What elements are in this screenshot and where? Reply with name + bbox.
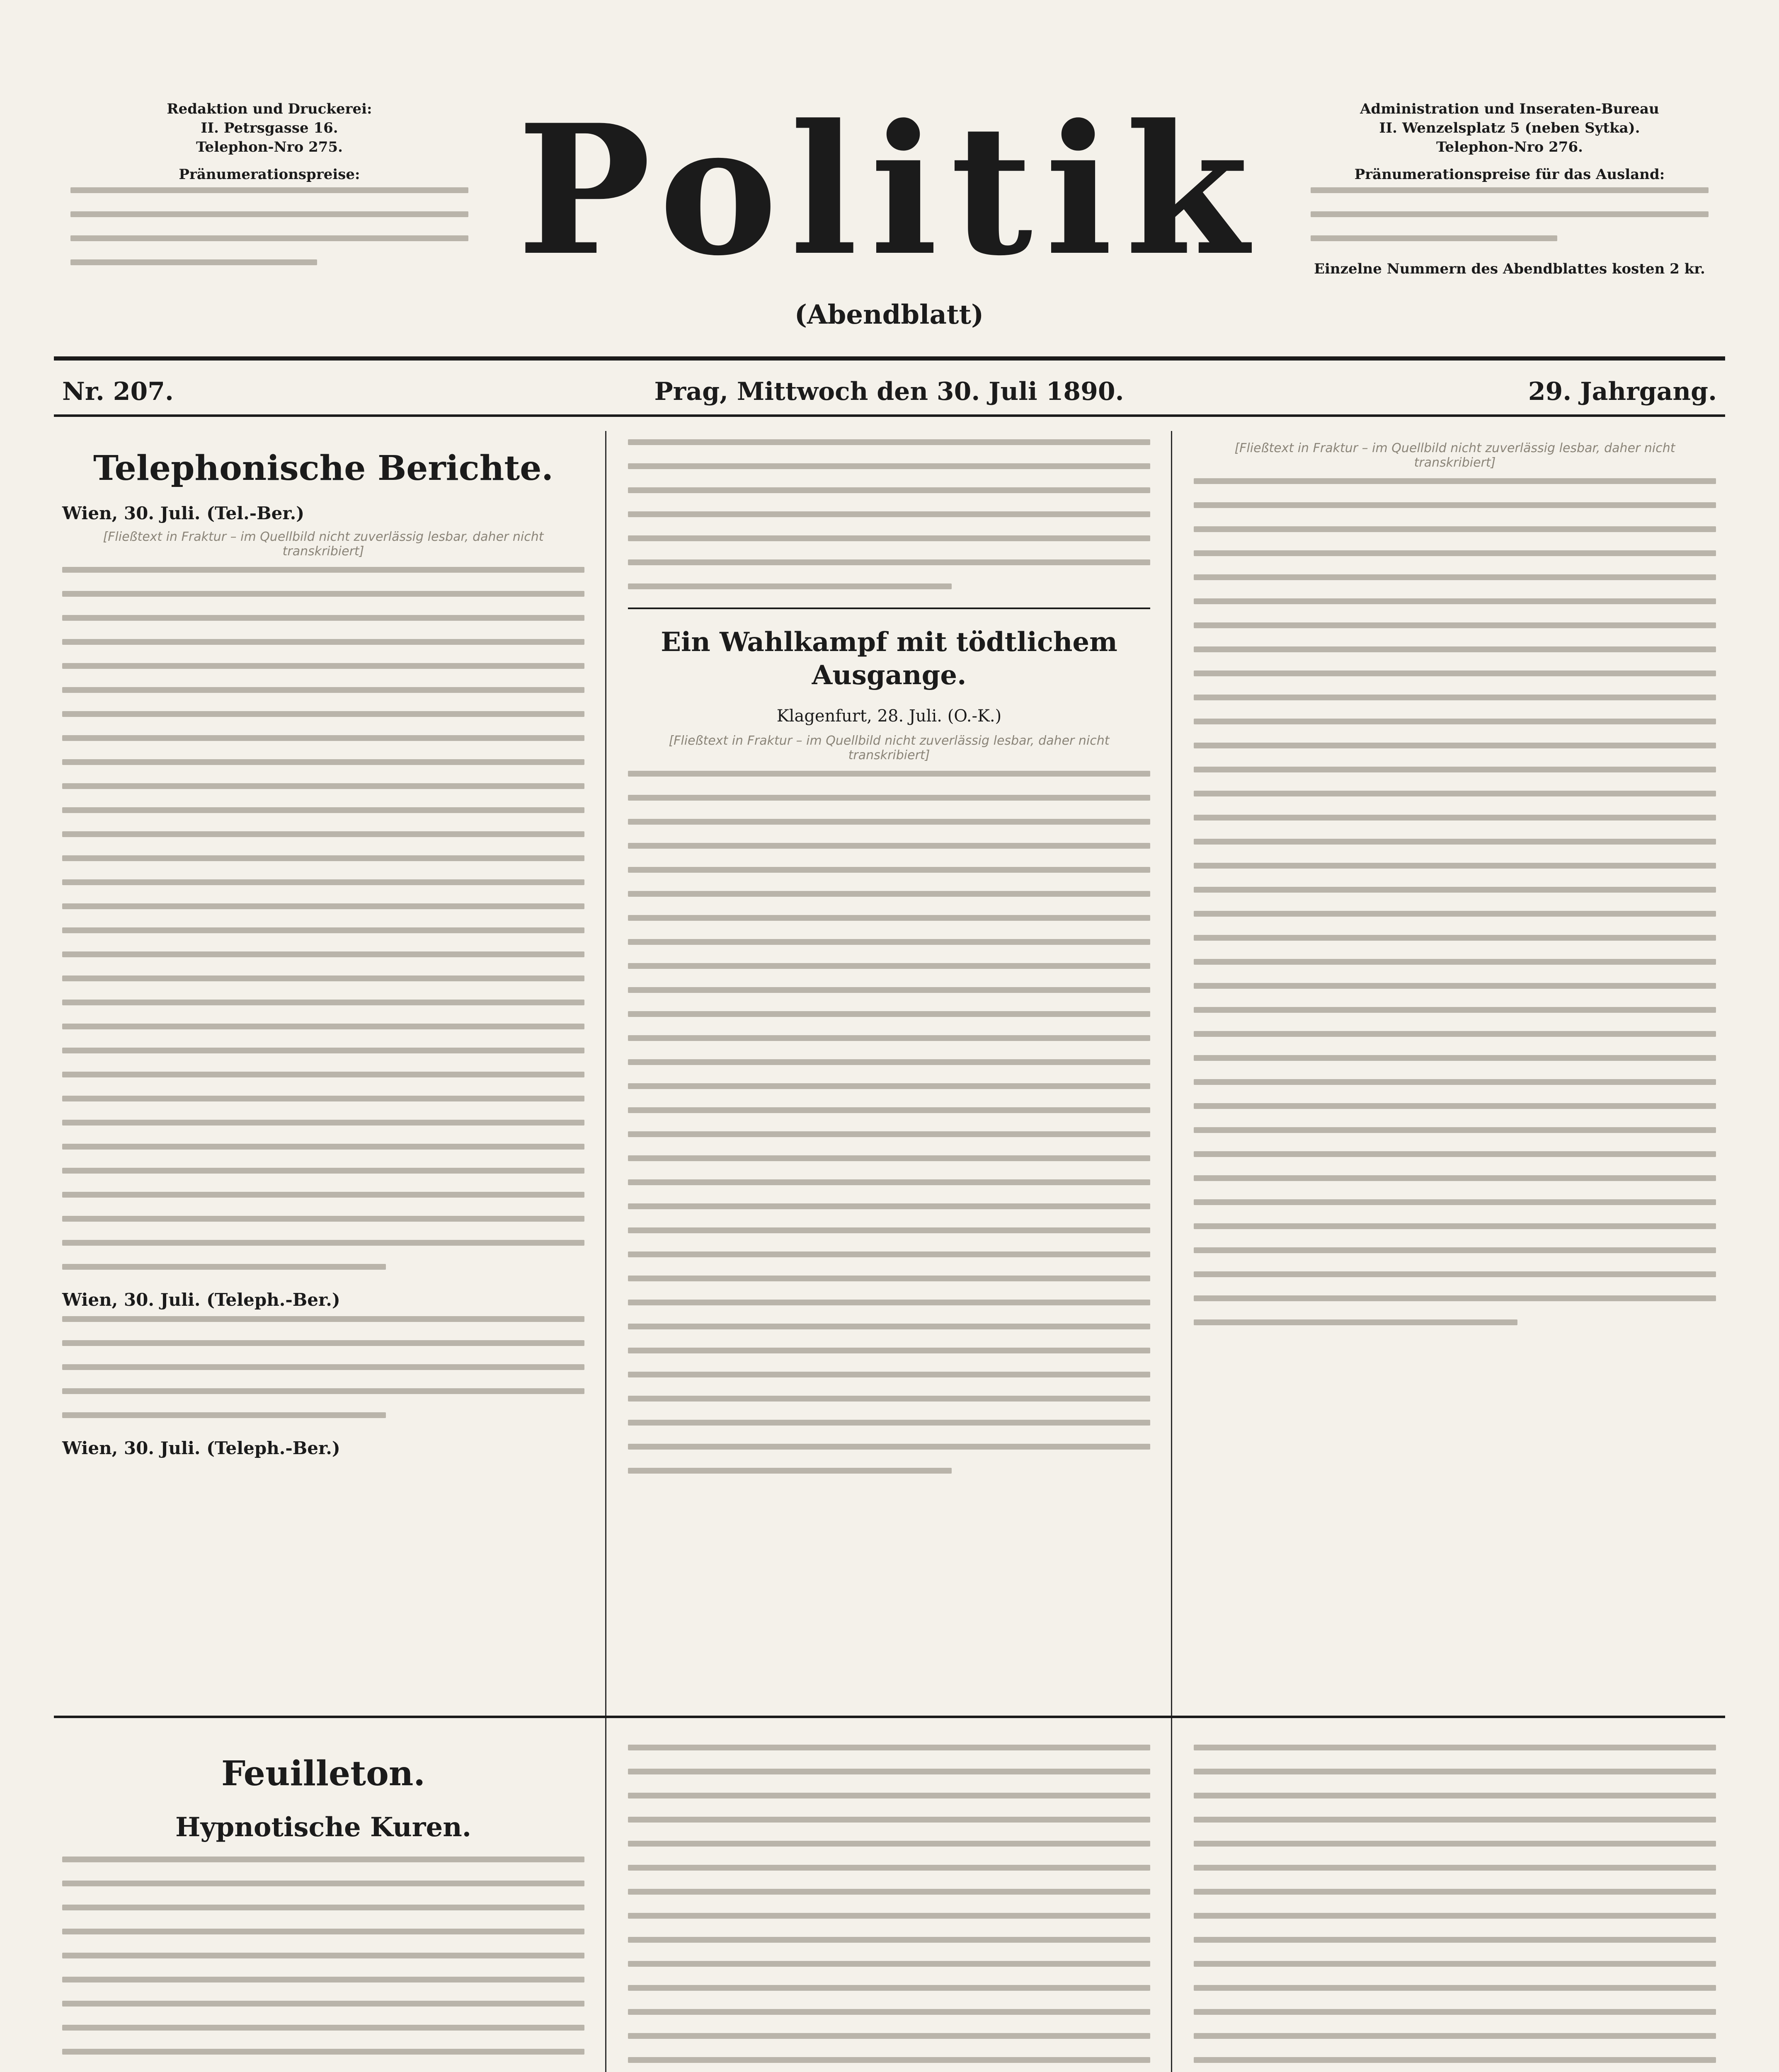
feuilleton-column-1 (62, 1736, 584, 2072)
imprint-left-phone: Telephon-Nro 275. (196, 139, 343, 155)
imprint-left-prices: Pränumerationspreise: (179, 166, 360, 183)
body-text-lines (628, 771, 1150, 1474)
dispatch-lead: Wien, 30. Juli. (Teleph.-Ber.) (62, 1290, 340, 1310)
illegible-note: [Fließtext in Fraktur – im Quellbild nicht zuverlässig lesbar, daher nicht transkribiert] (1234, 441, 1675, 470)
imprint-right-prices: Pränumerationspreise für das Ausland: (1354, 166, 1665, 183)
body-text-lines (1194, 1745, 1716, 2072)
dateline-rule (54, 414, 1725, 417)
article-byline: Klagenfurt, 28. Juli. (O.-K.) (776, 707, 1002, 726)
imprint-right-heading: Administration und Inseraten-Bureau (1360, 101, 1659, 117)
feuilleton-subheading: Hypnotische Kuren. (175, 1812, 472, 1843)
issue-number: Nr. 207. (62, 377, 174, 406)
column-3 (1194, 431, 1716, 1343)
dispatch-lead: Wien, 30. Juli. (Tel.-Ber.) (62, 503, 305, 523)
imprint-right-phone: Telephon-Nro 276. (1436, 139, 1583, 155)
dispatch-lead: Wien, 30. Juli. (Teleph.-Ber.) (62, 1438, 340, 1458)
body-text-lines (1194, 478, 1716, 1325)
dateline (54, 373, 1725, 410)
illegible-note: [Fließtext in Fraktur – im Quellbild nicht zuverlässig lesbar, daher nicht transkribiert] (669, 733, 1110, 762)
imprint-right (1311, 99, 1709, 278)
body-text-lines (628, 1745, 1150, 2072)
issue-date: Prag, Mittwoch den 30. Juli 1890. (654, 377, 1124, 406)
issue-volume: 29. Jahrgang. (1528, 377, 1717, 406)
imprint-left-heading: Redaktion und Druckerei: (167, 101, 372, 117)
single-issue-price: Einzelne Nummern des Abendblattes kosten 2 kr. (1314, 261, 1705, 277)
feuilleton-rule (54, 1716, 1725, 1718)
body-text-lines (62, 567, 584, 1270)
article-headline: Telephonische Berichte. (93, 448, 553, 488)
column-1 (62, 431, 584, 1464)
body-text-lines (62, 1857, 584, 2072)
column-2 (628, 431, 1150, 1492)
imprint-left (70, 99, 468, 283)
feuilleton-column-3 (1194, 1736, 1716, 2072)
feuilleton-heading: Feuilleton. (221, 1754, 425, 1794)
newspaper-title: Politik (517, 86, 1261, 295)
masthead-rule (54, 356, 1725, 361)
imprint-right-address: II. Wenzelsplatz 5 (neben Sytka). (1379, 120, 1640, 136)
imprint-right-price-lines (1311, 187, 1709, 241)
body-text-lines (628, 439, 1150, 589)
feuilleton-column-2 (628, 1736, 1150, 2072)
illegible-note: [Fließtext in Fraktur – im Quellbild nicht zuverlässig lesbar, daher nicht transkribiert] (103, 530, 544, 559)
imprint-left-price-lines (70, 187, 468, 265)
imprint-left-address: II. Petrsgasse 16. (201, 120, 338, 136)
body-text-lines (62, 1316, 584, 1418)
column-divider (605, 431, 606, 2072)
masthead (54, 83, 1725, 348)
article-rule (628, 608, 1150, 609)
newspaper-subtitle: (Abendblatt) (794, 299, 984, 330)
column-divider (1171, 431, 1172, 2072)
newspaper-page (54, 83, 1725, 2072)
article-headline: Ein Wahlkampf mit tödtlichem Ausgange. (661, 627, 1117, 691)
